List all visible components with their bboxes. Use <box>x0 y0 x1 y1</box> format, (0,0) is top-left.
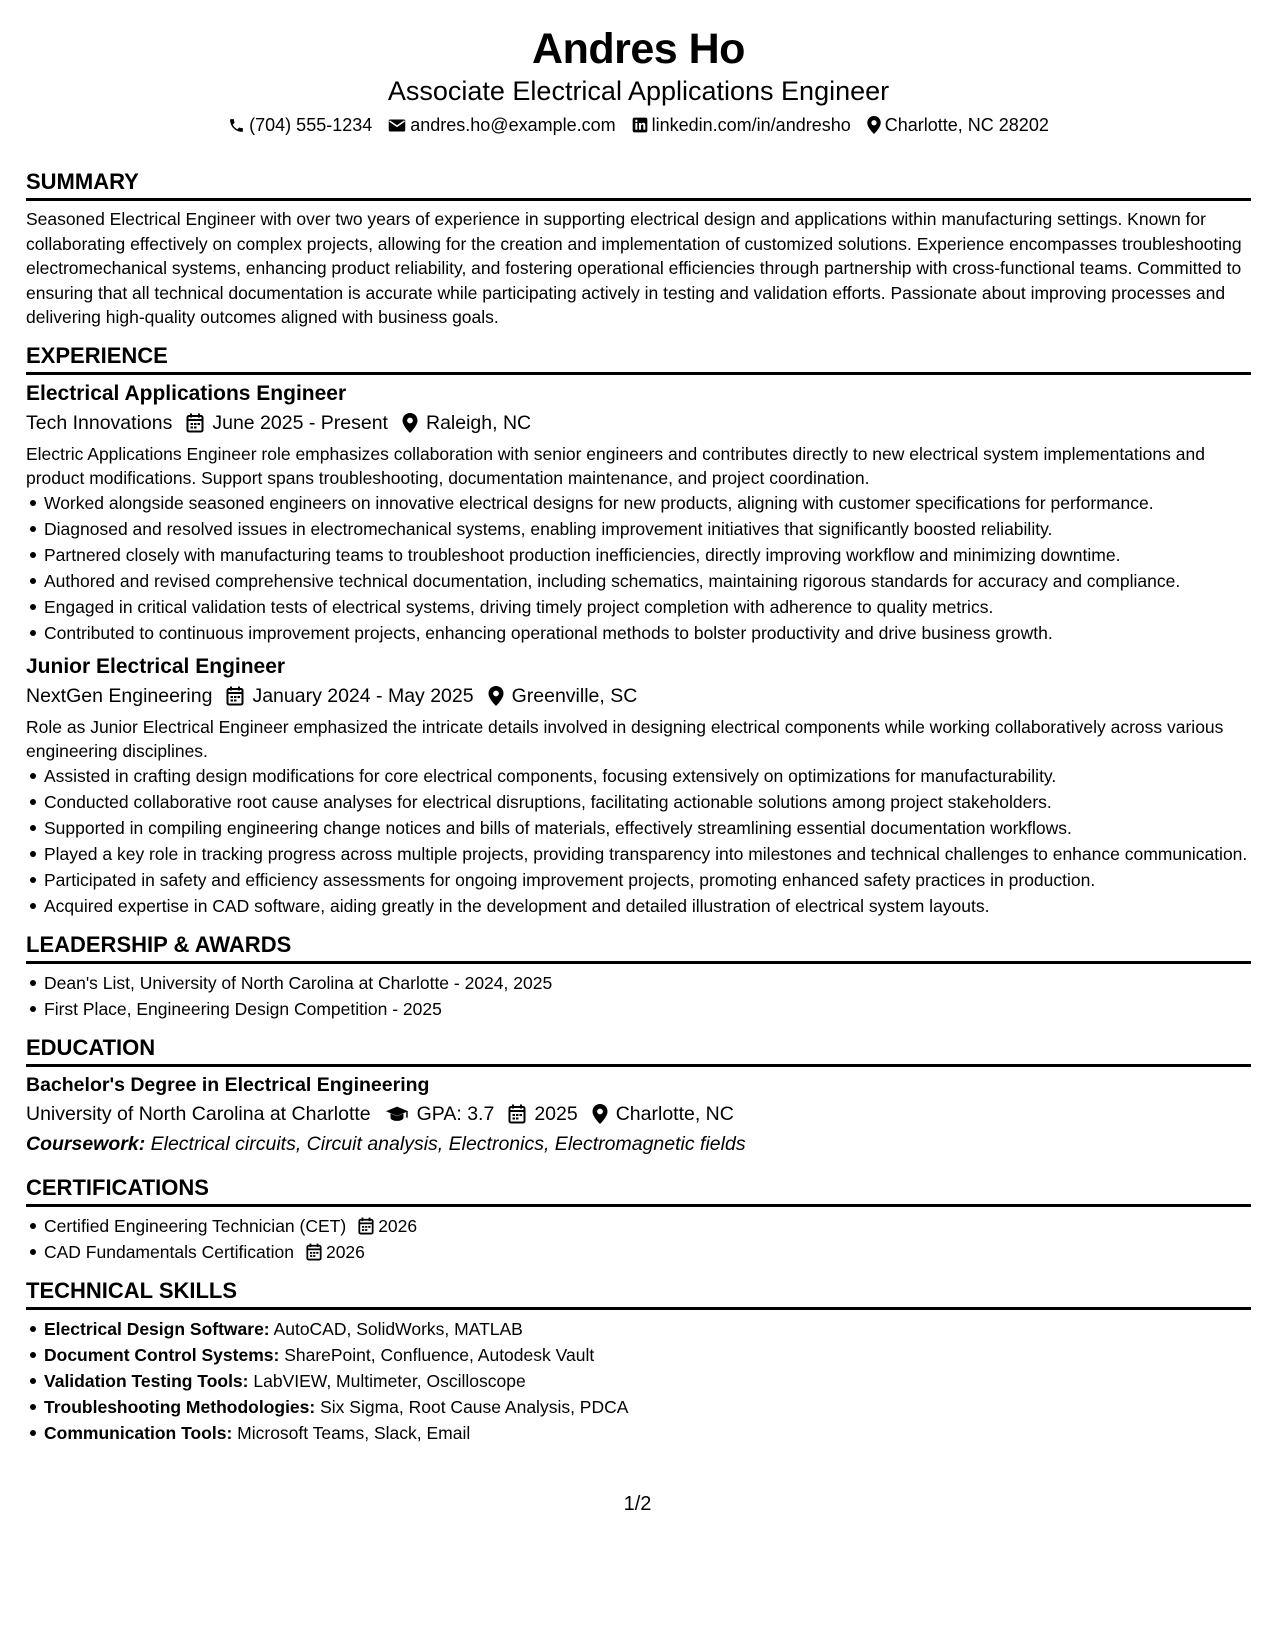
skill-label: Electrical Design Software: <box>44 1318 270 1339</box>
list-item <box>44 1317 1251 1341</box>
calendar-icon <box>226 686 244 706</box>
list-item: Authored and revised comprehensive technical documentation, including schematics, maintaining rigorous standards for accuracy and compliance. <box>44 569 1251 593</box>
awards-list <box>26 971 1251 1021</box>
job-bullets <box>26 764 1251 918</box>
location-text: Raleigh, NC <box>425 411 532 434</box>
list-item: Assisted in crafting design modifications for core electrical components, focusing extensively on optimizations for manufacturability. <box>44 764 1251 788</box>
resume-page <box>26 0 1251 1447</box>
job-description: Role as Junior Electrical Engineer emphasized the intricate details involved in designing electrical components while working collaboratively across various engineering disciplines. <box>26 716 1224 761</box>
skill-label: Validation Testing Tools: <box>44 1370 249 1391</box>
contact-bar <box>26 113 1251 137</box>
skills-list <box>26 1317 1251 1445</box>
calendar-icon <box>508 1104 526 1124</box>
job-entry <box>26 653 1251 918</box>
list-item: Participated in safety and efficiency assessments for ongoing improvement projects, promoting enhanced safety practices in production. <box>44 868 1251 892</box>
skill-value: LabVIEW, Multimeter, Oscilloscope <box>253 1370 526 1391</box>
skills-section <box>26 1278 1251 1445</box>
awards-section <box>26 932 1251 1021</box>
job-title: Electrical Applications Engineer <box>26 381 347 405</box>
skills-heading: TECHNICAL SKILLS <box>26 1278 1251 1310</box>
cert-name: CAD Fundamentals Certification <box>44 1241 294 1262</box>
skill-value: Six Sigma, Root Cause Analysis, PDCA <box>320 1396 629 1417</box>
location-text: Charlotte, NC <box>615 1102 734 1125</box>
location-text: Greenville, SC <box>511 684 638 707</box>
list-item: Supported in compiling engineering change notices and bills of materials, effectively streamlining essential documentation workflows. <box>44 816 1251 840</box>
job-description: Electric Applications Engineer role emphasizes collaboration with senior engineers and contributes directly to new electrical system implementations and product modifications. Support spans troubleshooting, documentation maintenance, and project coordination. <box>26 443 1205 488</box>
calendar-icon <box>186 413 204 433</box>
education-location <box>592 1099 734 1129</box>
contact-linkedin[interactable] <box>632 113 851 137</box>
job-location <box>488 681 638 711</box>
skill-value: Microsoft Teams, Slack, Email <box>237 1422 471 1443</box>
coursework <box>26 1129 1251 1159</box>
list-item <box>44 1214 1251 1238</box>
job-dates <box>186 408 388 438</box>
coursework-label: Coursework: <box>26 1132 146 1155</box>
awards-heading: LEADERSHIP & AWARDS <box>26 932 1251 964</box>
location-text: Charlotte, NC 28202 <box>884 115 1049 135</box>
contact-email[interactable] <box>388 113 615 137</box>
skill-label: Document Control Systems: <box>44 1344 280 1365</box>
list-item <box>44 1421 1251 1445</box>
list-item: Diagnosed and resolved issues in electromechanical systems, enabling improvement initiatives that significantly boosted reliability. <box>44 517 1251 541</box>
company-name: Tech Innovations <box>26 411 173 434</box>
cert-name: Certified Engineering Technician (CET) <box>44 1215 347 1236</box>
map-pin-icon <box>488 686 504 706</box>
list-item <box>44 1369 1251 1393</box>
linkedin-text[interactable]: linkedin.com/in/andresho <box>651 115 851 135</box>
certifications-heading: CERTIFICATIONS <box>26 1175 1251 1207</box>
list-item: Conducted collaborative root cause analyses for electrical disruptions, facilitating actionable solutions among project stakeholders. <box>44 790 1251 814</box>
summary-text: Seasoned Electrical Engineer with over two years of experience in supporting electrical design and applications within manufacturing settings. Known for collaborating effectively on complex projects, allowing for the creation and implementation of customized solutions. Experience encompasses troubleshooting electromechanical systems, enhancing product reliability, and fostering operational efficiencies through partnership with cross-functional teams. Committed to ensuring that all technical documentation is accurate while participating actively in testing and validation efforts. Passionate about improving processes and delivering high-quality outcomes aligned with business goals. <box>26 209 1242 327</box>
list-item: Partnered closely with manufacturing teams to troubleshoot production inefficiencies, directly improving workflow and minimizing downtime. <box>44 543 1251 567</box>
phone-text: (704) 555-1234 <box>249 115 373 135</box>
contact-phone <box>228 113 372 137</box>
email-text[interactable]: andres.ho@example.com <box>410 115 616 135</box>
map-pin-icon <box>402 413 418 433</box>
list-item: Acquired expertise in CAD software, aiding greatly in the development and detailed illustration of electrical system layouts. <box>44 894 1251 918</box>
job-dates <box>226 681 473 711</box>
skill-value: SharePoint, Confluence, Autodesk Vault <box>284 1344 595 1365</box>
list-item: First Place, Engineering Design Competition - 2025 <box>44 997 1251 1021</box>
list-item: Contributed to continuous improvement projects, enhancing operational methods to bolster productivity and drive business growth. <box>44 621 1251 645</box>
graduation-cap-icon <box>385 1105 409 1123</box>
contact-location <box>867 113 1049 137</box>
job-title: Junior Electrical Engineer <box>26 654 286 678</box>
candidate-headline: Associate Electrical Applications Engineer <box>387 76 890 106</box>
skill-label: Communication Tools: <box>44 1422 233 1443</box>
calendar-icon <box>358 1217 374 1235</box>
candidate-name: Andres Ho <box>532 25 745 73</box>
job-entry <box>26 380 1251 645</box>
cert-year: 2026 <box>378 1215 418 1236</box>
list-item <box>44 1343 1251 1367</box>
list-item: Dean's List, University of North Carolina at Charlotte - 2024, 2025 <box>44 971 1251 995</box>
job-meta <box>26 681 1251 711</box>
coursework-text: Electrical circuits, Circuit analysis, Electronics, Electromagnetic fields <box>150 1132 746 1155</box>
list-item: Worked alongside seasoned engineers on innovative electrical designs for new products, aligning with customer specifications for performance. <box>44 491 1251 515</box>
envelope-icon <box>388 118 406 133</box>
list-item <box>44 1240 1251 1264</box>
year-text: 2025 <box>534 1102 578 1125</box>
map-pin-icon <box>867 116 881 134</box>
dates-text: June 2025 - Present <box>212 411 388 434</box>
experience-section <box>26 343 1251 918</box>
education-section <box>26 1035 1251 1159</box>
school-text: University of North Carolina at Charlotte <box>26 1102 371 1125</box>
linkedin-icon <box>632 117 648 133</box>
map-pin-icon <box>592 1104 608 1124</box>
job-bullets <box>26 491 1251 645</box>
job-company <box>26 681 212 711</box>
phone-icon <box>228 117 245 134</box>
job-location <box>402 408 531 438</box>
degree-title: Bachelor's Degree in Electrical Engineering <box>26 1073 430 1096</box>
job-meta <box>26 408 1251 438</box>
education-heading: EDUCATION <box>26 1035 1251 1067</box>
summary-section <box>26 169 1251 330</box>
school-name <box>26 1099 371 1129</box>
dates-text: January 2024 - May 2025 <box>252 684 474 707</box>
calendar-icon <box>306 1243 322 1261</box>
company-name: NextGen Engineering <box>26 684 213 707</box>
education-meta <box>26 1099 1251 1129</box>
list-item: Engaged in critical validation tests of electrical systems, driving timely project completion with adherence to quality metrics. <box>44 595 1251 619</box>
page-number: 1/2 <box>623 1493 652 1515</box>
cert-year: 2026 <box>325 1241 365 1262</box>
list-item <box>44 1395 1251 1419</box>
gpa-text: GPA: 3.7 <box>416 1102 495 1125</box>
certifications-list <box>26 1214 1251 1264</box>
gpa <box>385 1099 495 1129</box>
summary-heading: SUMMARY <box>26 169 1251 201</box>
job-company <box>26 408 172 438</box>
experience-heading: EXPERIENCE <box>26 343 1251 375</box>
skill-value: AutoCAD, SolidWorks, MATLAB <box>273 1318 523 1339</box>
certifications-section <box>26 1175 1251 1264</box>
education-year <box>508 1099 577 1129</box>
skill-label: Troubleshooting Methodologies: <box>44 1396 316 1417</box>
list-item: Played a key role in tracking progress across multiple projects, providing transparency into milestones and technical challenges to enhance communication. <box>44 842 1251 866</box>
